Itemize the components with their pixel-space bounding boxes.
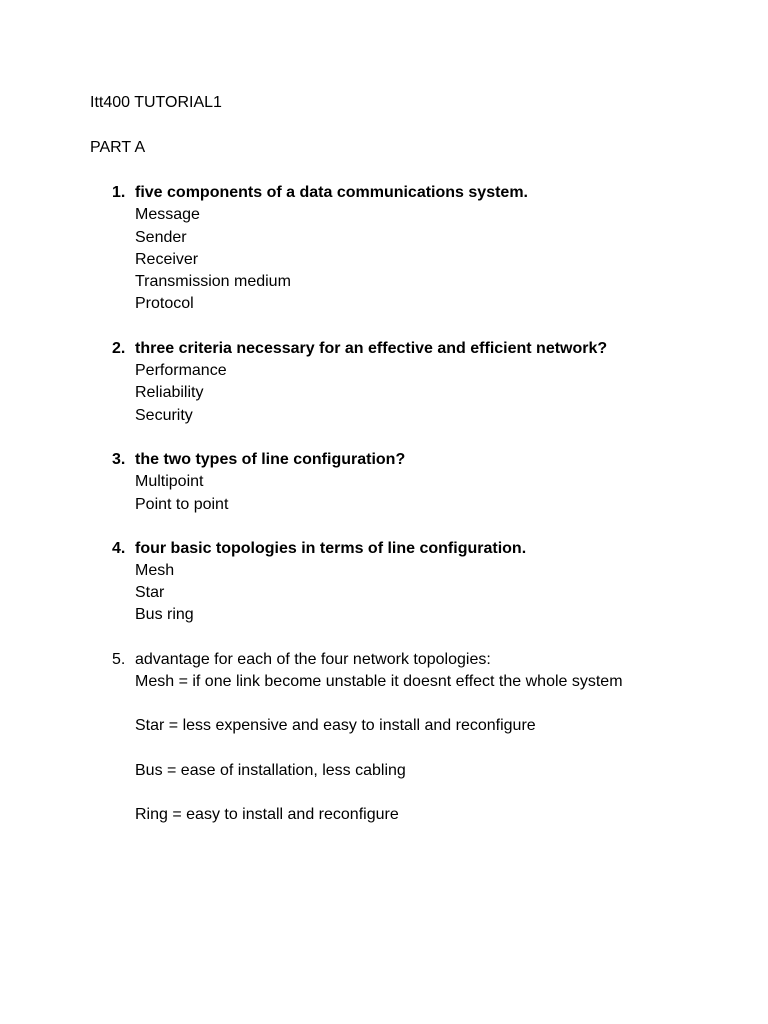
answer-item: Ring = easy to install and reconfigure bbox=[135, 806, 399, 823]
question-number: 5. bbox=[112, 651, 126, 668]
document-title: Itt400 TUTORIAL1 bbox=[90, 94, 222, 111]
question-number: 4. bbox=[112, 540, 126, 557]
question-text: four basic topologies in terms of line configuration. bbox=[135, 540, 527, 557]
answer-item: Star bbox=[135, 584, 165, 601]
answer-item: Mesh = if one link become unstable it doesnt effect the whole system bbox=[135, 673, 623, 690]
question-number: 2. bbox=[112, 340, 126, 357]
question-number: 1. bbox=[112, 184, 126, 201]
answer-item: Performance bbox=[135, 362, 227, 379]
answer-item: Reliability bbox=[135, 384, 204, 401]
answer-item: Star = less expensive and easy to install and reconfigure bbox=[135, 717, 536, 734]
answer-item: Mesh bbox=[135, 562, 175, 579]
answer-item: Bus = ease of installation, less cabling bbox=[135, 762, 406, 779]
answer-item: Multipoint bbox=[135, 473, 204, 490]
question-text: advantage for each of the four network topologies: bbox=[135, 651, 491, 668]
answer-item: Protocol bbox=[135, 295, 194, 312]
question-text: three criteria necessary for an effective and efficient network? bbox=[135, 340, 608, 357]
question-number: 3. bbox=[112, 451, 126, 468]
question-text: five components of a data communications system. bbox=[135, 184, 528, 201]
answer-item: Transmission medium bbox=[135, 273, 291, 290]
answer-item: Point to point bbox=[135, 496, 229, 513]
answer-item: Security bbox=[135, 407, 193, 424]
question-text: the two types of line configuration? bbox=[135, 451, 406, 468]
answer-item: Bus ring bbox=[135, 606, 194, 623]
answer-item: Sender bbox=[135, 229, 187, 246]
section-heading: PART A bbox=[90, 139, 146, 156]
answer-item: Message bbox=[135, 206, 200, 223]
answer-item: Receiver bbox=[135, 251, 199, 268]
